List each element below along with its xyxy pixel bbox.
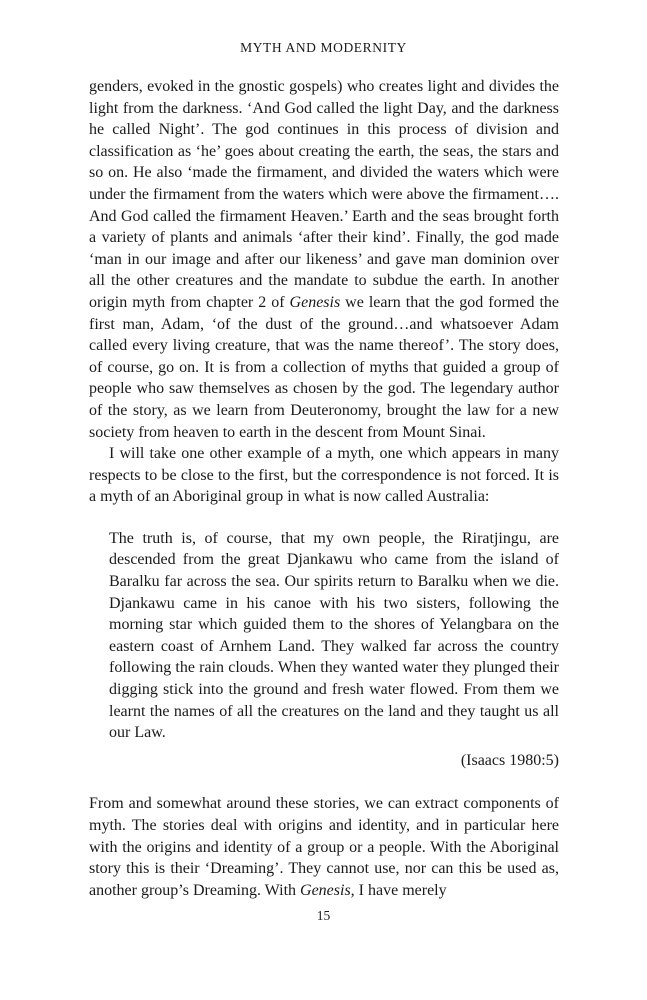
paragraph-2: I will take one other example of a myth, one which appears in many respects to be close to the first, but the correspondence is not forced. It is a myth of an Aboriginal group in what is now called Australia: [89,445,559,506]
block-quote-citation: (Isaacs 1980:5) [460,751,559,769]
paragraph-1 [89,76,559,443]
paragraph-3-part-2: I have merely [354,881,447,899]
page-number: 15 [316,908,331,923]
paragraph-1-part-2: we learn that the god formed the first man, Adam, ‘of the dust of the ground…and whatsoever Adam called every living creature, that was the name thereof’. The story does, of course, go on. It is from a collection of myths that guided a group of people who saw themselves as chosen by the god. The legendary author of the story, as we learn from Deuteronomy, brought the law for a new society from heaven to earth in the descent from Mount Sinai. [89,293,559,441]
paragraph-3-part-1: From and somewhat around these stories, we can extract components of myth. The stories deal with origins and identity, and in particular here with the origins and identity of a group or a people. With the Aboriginal story this is their ‘Dreaming’. They cannot use, nor can this be used as, another group’s Dreaming. With [89,795,559,899]
block-quote [109,528,559,772]
running-head: MYTH AND MODERNITY [240,40,407,55]
body-text [89,76,559,901]
genesis-title: Genesis [289,293,341,311]
genesis-title-2: Genesis, [300,881,355,899]
block-quote-text: The truth is, of course, that my own people, the Riratjingu, are descended from the great Djankawu who came from the island of Baralku far across the sea. Our spirits return to Baralku when we die. Djankawu came in his canoe with his two sisters, following the morning star which guided them to the shores of Yelangbara on the eastern coast of Arnhem Land. They walked far across the country following the rain clouds. When they wanted water they plunged their digging stick into the ground and fresh water flowed. From them we learnt the names of all the creatures on the land and they taught us all our Law. [109,529,559,742]
paragraph-3 [89,793,559,901]
paragraph-1-part-1: genders, evoked in the gnostic gospels) who creates light and divides the light from the darkness. ‘And God called the light Day, and the darkness he called Night’. The god continues in this process of division and classification as ‘he’ goes about creating the earth, the seas, the stars and so on. He also ‘made the firmament, and divided the waters which were under the firmament from the waters which were above the firmament…. And God called the firmament Heaven.’ Earth and the seas brought forth a variety of plants and animals ‘after their kind’. Finally, the god made ‘man in our image and after our likeness’ and gave man dominion over all the other creatures and the mandate to subdue the earth. In another origin myth from chapter 2 of [89,78,559,311]
